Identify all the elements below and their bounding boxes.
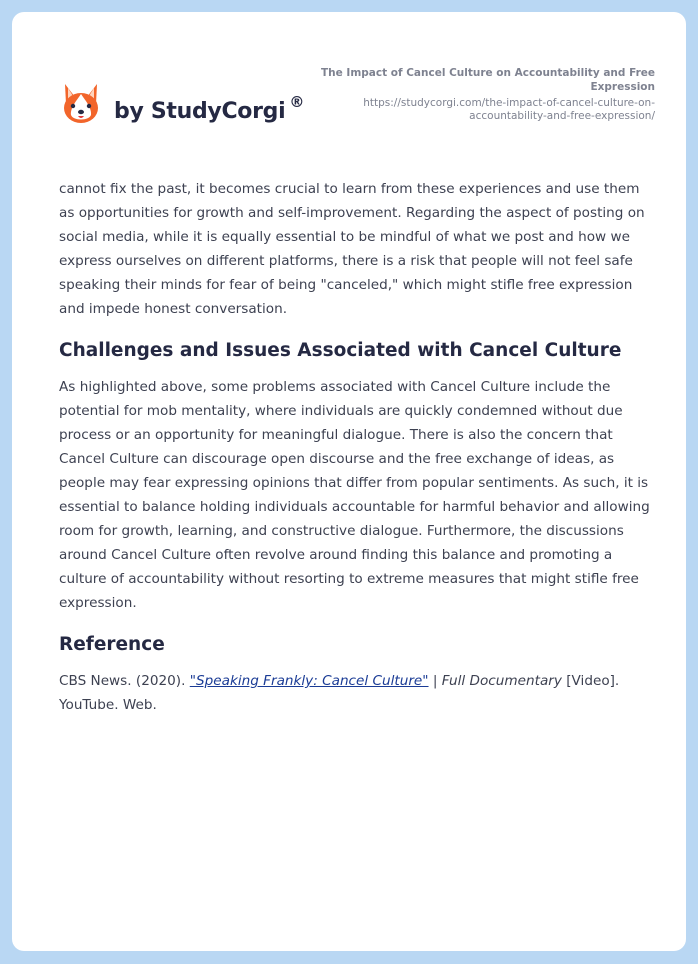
intro-paragraph: cannot fix the past, it becomes crucial to learn from these experiences and use them as opportunities for growth and self-improvement. Regarding the aspect of posting on social media, while it is equally essential to be mindful of what we post and how we express ourselves on different platforms, there is a risk that people will not feel safe speaking their minds for fear of being "canceled," which might stifle free expression and impede honest conversation.: [59, 181, 645, 317]
brand-text: by StudyCorgi: [114, 98, 286, 124]
article-body: [59, 177, 659, 717]
document-url[interactable]: https://studycorgi.com/the-impact-of-cancel-culture-on-accountability-and-free-expression/: [363, 97, 655, 122]
studycorgi-logo[interactable]: [61, 76, 304, 132]
registered-mark: ®: [289, 92, 305, 111]
reference-prefix: CBS News. (2020).: [59, 673, 190, 689]
document-meta: [315, 66, 655, 123]
reference-heading: Reference: [59, 634, 165, 655]
reference-entry: [59, 669, 659, 717]
challenges-paragraph: As highlighted above, some problems associated with Cancel Culture include the potential for mob mentality, where individuals are quickly condemned without due process or an opportunity for meaningful dialogue. There is also the concern that Cancel Culture can discourage open discourse and the free exchange of ideas, as people may fear expressing opinions that differ from popular sentiments. As such, it is essential to balance holding individuals accountable for harmful behavior and allowing room for growth, learning, and constructive dialogue. Furthermore, the discussions around Cancel Culture often revolve around finding this balance and promoting a culture of accountability without resorting to extreme measures that might stifle free expression.: [59, 379, 650, 611]
brand-name: [114, 93, 304, 124]
corgi-logo-icon: [61, 82, 101, 126]
document-page: [12, 12, 686, 951]
document-title: The Impact of Cancel Culture on Accountability and Free Expression: [321, 67, 655, 93]
reference-separator: |: [428, 673, 442, 689]
reference-link[interactable]: "Speaking Frankly: Cancel Culture": [189, 673, 429, 689]
reference-suffix: [Video]. YouTube. Web.: [59, 673, 620, 713]
reference-italic: Full Documentary: [441, 673, 562, 689]
challenges-heading: Challenges and Issues Associated with Cancel Culture: [59, 340, 622, 361]
